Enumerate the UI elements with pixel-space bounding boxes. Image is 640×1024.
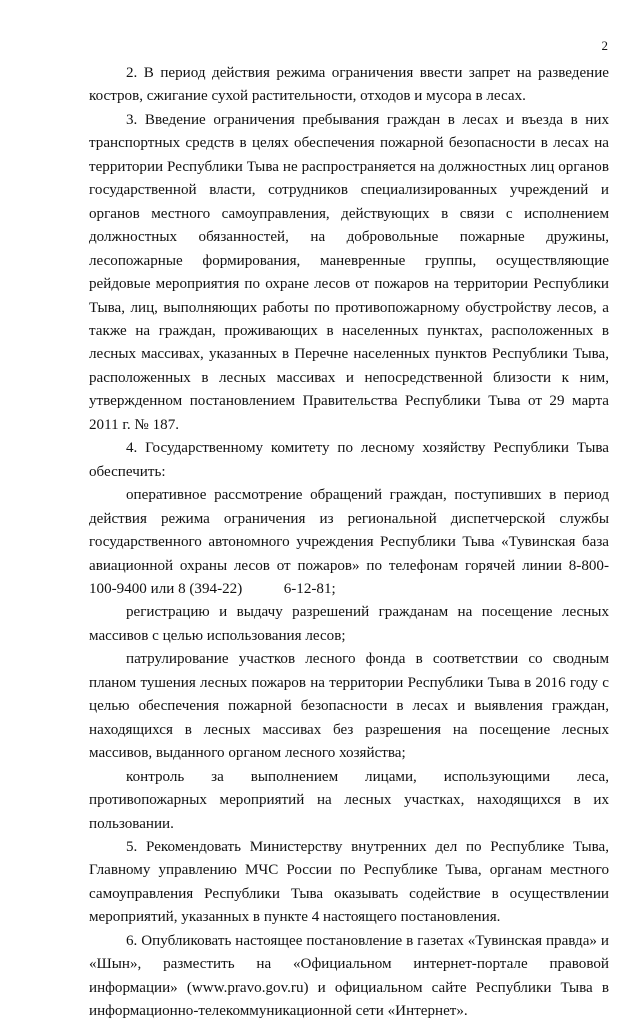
paragraph-restriction-exceptions: 3. Введение ограничения пребывания граждан в лесах и въезда в них транспортных средств в целях обеспечения пожарной безопасности в лесах на территории Республики Тыва не распространяется на должностных лиц органов государственной власти, сотрудников специализированных учреждений и органов местного самоуправления, действующих в связи с исполнением должностных обязанностей, на добровольные пожарные дружины, лесопожарные формирования, маневренные группы, осуществляющие рейдовые мероприятия по охране лесов от пожаров на территории Республики Тыва, лиц, выполняющих работы по противопожарному обустройству лесов, а также на граждан, проживающих в населенных пунктах, расположенных в лесных массивах, указанных в Перечне населенных пунктов Республики Тыва, расположенных в лесных массивах и непосредственной близости к ним, утвержденном постановлением Правительства Республики Тыва от 29 марта 2011 г. № 187.: [89, 111, 609, 433]
page-number: 2: [601, 38, 608, 53]
paragraph-permits: регистрацию и выдачу разрешений гражданам на посещение лесных массивов с целью использования лесов;: [89, 604, 609, 644]
paragraph-fire-ban: 2. В период действия режима ограничения ввести запрет на разведение костров, сжигание сухой растительности, отходов и мусора в лесах.: [89, 65, 609, 105]
paragraph-publication: 6. Опубликовать настоящее постановление в газетах «Тувинская правда» и «Шын», разместить на «Официальном интернет-портале правовой информации» (www.pravo.gov.ru) и официальном сайте Республики Тыва в информационно-телекоммуникационной сети «Интернет».: [89, 932, 609, 1020]
paragraph-forestry-committee: 4. Государственному комитету по лесному хозяйству Республики Тыва обеспечить:: [89, 440, 609, 480]
paragraph-hotline-requests: оперативное рассмотрение обращений граждан, поступивших в период действия режима ограничения из региональной диспетчерской службы государственного автономного учреждения Республики Тыва «Тувинская база авиационной охраны лесов от пожаров» по телефонам горячей линии 8-800-100-9400 или 8 (394-22) 6-12-81;: [89, 487, 609, 597]
paragraph-fire-control: контроль за выполнением лицами, использующими леса, противопожарных мероприятий на лесных участках, находящихся в их пользовании.: [89, 768, 609, 832]
paragraph-patrolling: патрулирование участков лесного фонда в соответствии со сводным планом тушения лесных пожаров на территории Республики Тыва в 2016 году с целью обеспечения пожарной безопасности в лесах и выявления граждан, находящихся в лесных массивах без разрешения на посещение лесных массивов, выданного органом лесного хозяйства;: [89, 651, 609, 762]
paragraph-recommendation: 5. Рекомендовать Министерству внутренних дел по Республике Тыва, Главному управлению МЧС России по Республике Тыва, органам местного самоуправления Республики Тыва оказывать содействие в осуществлении мероприятий, указанных в пункте 4 настоящего постановления.: [89, 838, 609, 926]
document-body: [89, 62, 609, 1024]
